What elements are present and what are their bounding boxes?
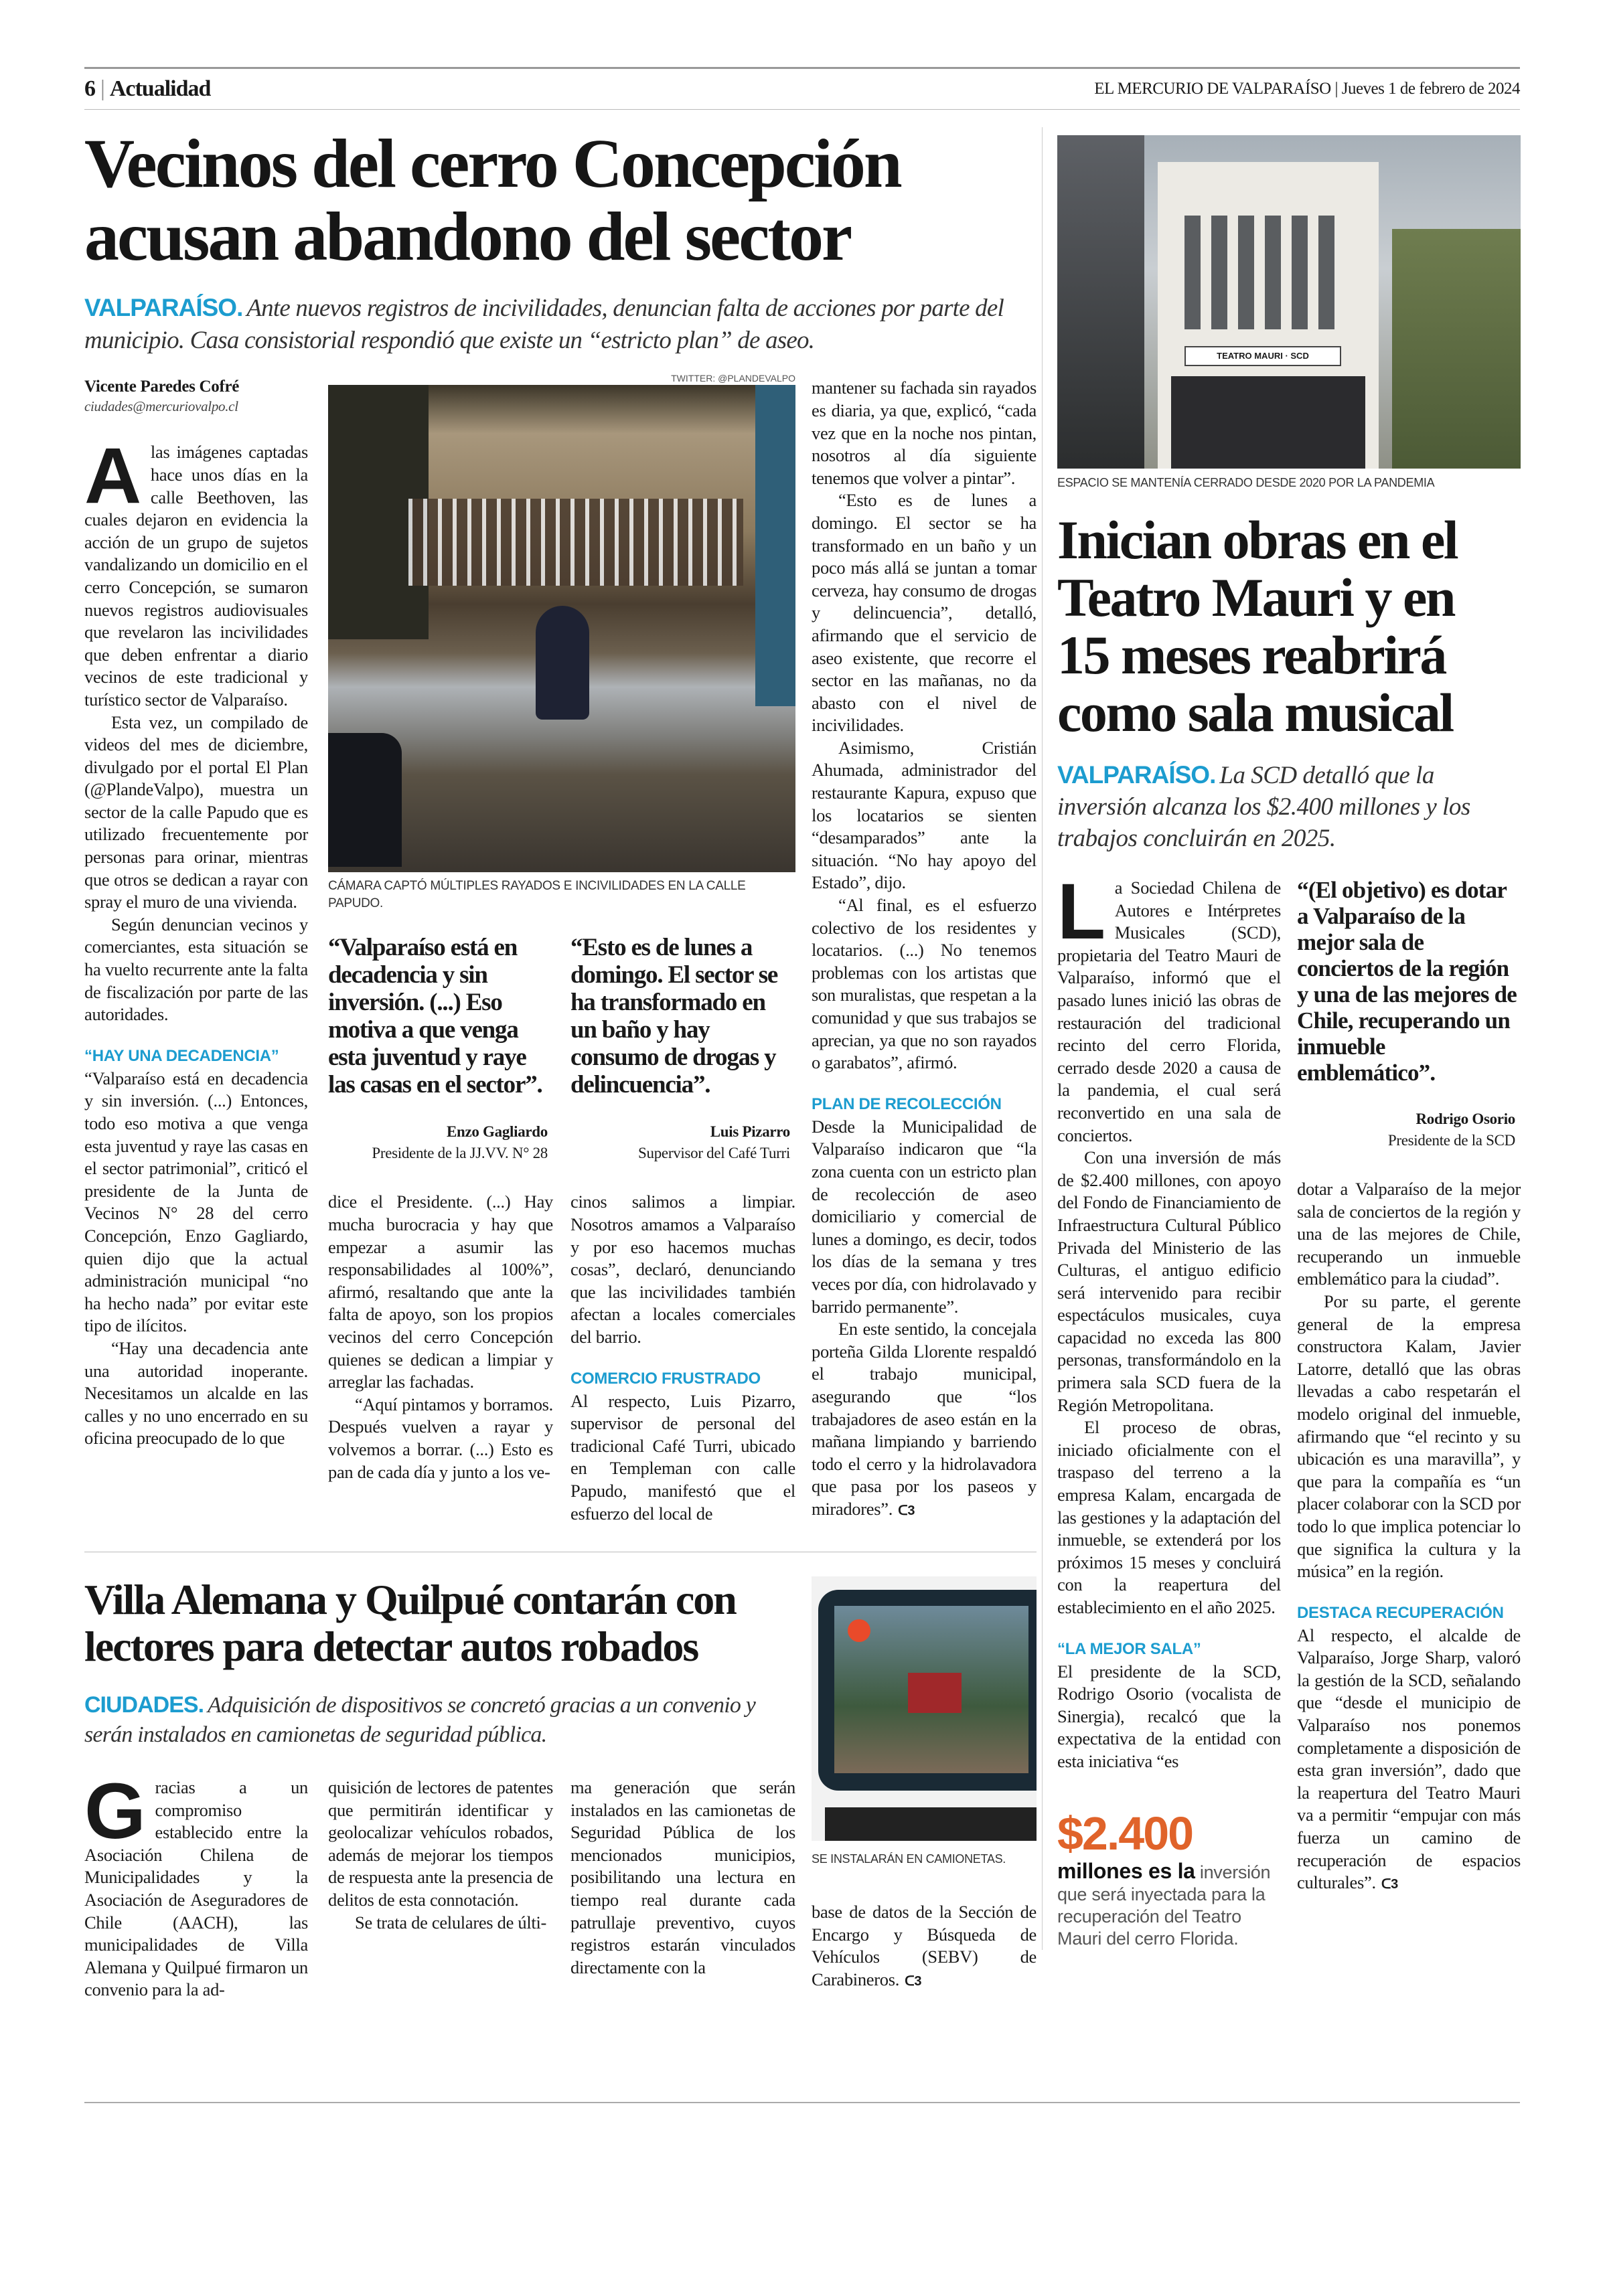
photo-vegetation: [1392, 229, 1521, 469]
phone-screen: [834, 1606, 1028, 1773]
paragraph: “Hay una decadencia ante una autoridad inoperante. Necesitamos un alcalde en las calles y no uno encerrado en su oficina preocupado de lo que: [84, 1337, 308, 1449]
quote-role: Presidente de la SCD: [1387, 1132, 1515, 1149]
quote-role: Supervisor del Café Turri: [638, 1145, 790, 1162]
photo-theater-facade: [1158, 162, 1379, 469]
subheading: “LA MEJOR SALA”: [1057, 1639, 1201, 1658]
paragraph: a Sociedad Chilena de Autores e Intérpretes Musicales (SCD), propietaria del Teatro Mauri de Valparaíso, informó que el pasado lunes inició las obras de restauración del tradicional recinto del cerro Florida, cerrado desde 2020 a causa de la pandemia, el cual será reconvertido en una sala de conciertos.: [1057, 878, 1281, 1145]
dropcap: A: [84, 432, 141, 521]
article1-lead: [84, 292, 1037, 357]
lead-tag: VALPARAÍSO.: [1057, 761, 1216, 789]
headline-line: Vecinos del cerro Concepción: [84, 125, 901, 202]
article1-column-4: [812, 377, 1037, 1522]
article2-headline: [1057, 511, 1521, 742]
section-name: Actualidad: [109, 76, 211, 101]
paragraph: Esta vez, un compilado de videos del mes de diciembre, divulgado por el portal El Plan (@PlandeValpo), muestra un sector de la calle Papudo que es utilizado frecuentemente por personas para orinar, mientras que otros se dedican a rayar con spray el muro de una vivienda.: [84, 712, 308, 912]
paragraph: racias a un compromiso establecido entre la Asociación Chilena de Municipalidades y la Asociación de Aseguradores de Chile (AACH), las municipalidades de Villa Alemana y Quilpué firmaron un convenio para la ad-: [84, 1777, 308, 2000]
article3-column-2: [328, 1777, 553, 1934]
article1-photo-block: [328, 372, 795, 1525]
article3-headline: [84, 1576, 795, 1670]
paragraph: quisición de lectores de patentes que permitirán identificar y geolocalizar vehículos robados, además de mejorar los tiempos de respuesta ante la presencia de delitos de esta connotación.: [328, 1777, 553, 1910]
paragraph: En este sentido, la concejala porteña Gilda Llorente respaldó el trabajo municipal, asegurando que “los trabajadores de aseo están en la mañana limpiando y barriendo todo el cerro y la hidrolavadora que pasa por los paseos y miradores”.: [812, 1319, 1037, 1519]
article3-main: [84, 1576, 795, 2001]
lead-text: La SCD detalló que la inversión alcanza los $2.400 millones y los trabajos concluirán en 2025.: [1057, 762, 1470, 852]
paragraph: cinos salimos a limpiar. Nosotros amamos a Valparaíso y por eso hacemos muchas cosas”, declaró, denunciando que las incivilidades también afectan a locales comerciales del barrio.: [570, 1192, 795, 1347]
subheading: PLAN DE RECOLECCIÓN: [812, 1094, 1002, 1113]
paragraph: “Esto es de lunes a domingo. El sector se ha transformado en un baño y un poco más allá se juntan a tomar cerveza, hay consumo de drogas y delincuencia”, detalló, afirmando que el servicio de aseo existente, que recorre el sector en las mañanas, no da abasto con el nivel de incivilidades.: [812, 490, 1037, 736]
stat-text: inversión que será inyectada para la recuperación del Teatro Mauri del cerro Florida.: [1057, 1862, 1271, 1949]
lead-tag: CIUDADES.: [84, 1692, 204, 1718]
photo-left-building: [1057, 135, 1144, 469]
subheading: “HAY UNA DECADENCIA”: [84, 1046, 279, 1065]
end-mark-icon: ᑕ3: [1381, 1877, 1398, 1892]
article1-body: [84, 372, 1037, 1525]
photo-caption: SE INSTALARÁN EN CAMIONETAS.: [812, 1852, 1006, 1866]
stat-value: $2.400: [1057, 1807, 1193, 1860]
article3-body: [84, 1767, 795, 2001]
lead-text: Ante nuevos registros de incivilidades, denuncian falta de acciones por parte del municipio. Casa consistorial respondió que existe un “estricto plan” de aseo.: [84, 295, 1004, 355]
end-mark-icon: ᑕ3: [898, 1503, 915, 1518]
lead-tag: VALPARAÍSO.: [84, 294, 243, 322]
paragraph: ma generación que serán instalados en las camionetas de Seguridad Pública de los mencionados municipios, posibilitando una lectura en tiempo real durante cada patrullaje preventivo, cuyos registros estarán vinculados directamente con la: [570, 1777, 795, 1977]
paragraph: Al respecto, el alcalde de Valparaíso, Jorge Sharp, valoró la gestión de la SCD, señalando que “desde el municipio de Valparaíso nos ponemos completamente a disposición de esta gran inversión”, dado que la reapertura del Teatro Mauri va a permitir “empujar con más fuerza un camino de recuperación de espacios culturales”.: [1297, 1625, 1521, 1893]
byline-email[interactable]: ciudades@mercuriovalpo.cl: [84, 398, 238, 415]
right-region: [1042, 127, 1521, 1950]
left-region: [84, 127, 1037, 2001]
byline-author: Vicente Paredes Cofré: [84, 378, 240, 396]
quote-role: Presidente de la JJ.VV. N° 28: [372, 1145, 548, 1162]
article1-column-1: [84, 377, 308, 1450]
publication-date: EL MERCURIO DE VALPARAÍSO | Jueves 1 de febrero de 2024: [1094, 80, 1520, 98]
paragraph: dice el Presidente. (...) Hay mucha burocracia y hay que empezar a asumir las responsabilidades al 100%”, afirmó, resaltando que ante la falta de apoyo, son los propios vecinos del cerro Concepción quienes se dedican a limpiar y arreglar las fachadas.: [328, 1192, 553, 1392]
photo-entrance: [1171, 376, 1365, 469]
paragraph: Desde la Municipalidad de Valparaíso indicaron que “la zona cuenta con un estricto plan de recolección de aseo domiciliario y comercial de lunes a domingo, es decir, todos los días de la semana y tres veces por día, con hidrolavado y barrido permanente”.: [812, 1116, 1037, 1317]
headline-line: 15 meses reabrirá: [1057, 625, 1446, 685]
paragraph: “Aquí pintamos y borramos. Después vuelven a rayar y volvemos a borrar. (...) Esto es pan de cada día y junto a los ve-: [328, 1394, 553, 1482]
paragraph: “Valparaíso está en decadencia y sin inversión. (...) Entonces, todo eso motiva a que venga esta juventud y raye las casas en el sector patrimonial”, criticó el presidente de la Junta de Vecinos N° 28 del cerro Concepción, Enzo Gagliardo, quien dijo que la actual administración municipal “no ha hecho nada” por evitar este tipo de ilícitos.: [84, 1068, 308, 1336]
teatro-mauri-photo: [1057, 135, 1521, 469]
headline-line: como sala musical: [1057, 682, 1453, 743]
article1-column-3: [570, 934, 795, 1525]
lead-text: Adquisición de dispositivos se concretó gracias a un convenio y serán instalados en camionetas de seguridad pública.: [84, 1693, 756, 1748]
paragraph: “Al final, es el esfuerzo colectivo de los residentes y locatarios. (...) No tenemos problemas con los artistas que son muralistas, que respetan a la comunidad y que sus trabajos se aprecian, ya que no son rayados o garabatos”, afirmó.: [812, 895, 1037, 1073]
dropcap: G: [84, 1767, 146, 1856]
quote-attribution: [1297, 1109, 1515, 1151]
article3-column-3: [570, 1777, 795, 1979]
article2-column-2: [1297, 877, 1521, 1896]
pull-quote-gagliardo: “Valparaíso está en decadencia y sin inversión. (...) Eso motiva a que venga esta juventud y raye las casas en el sector”.: [328, 934, 542, 1099]
photo-caption: ESPACIO SE MANTENÍA CERRADO DESDE 2020 POR LA PANDEMIA: [1057, 476, 1435, 489]
paragraph: Por su parte, el gerente general de la empresa constructora Kalam, Javier Latorre, detalló que las obras llevadas a cabo respetarán el modelo original del inmueble, afirmando que “el recinto y su ubicación es una maravilla”, y que para la compañía es “un placer colaborar con la SCD por todo lo que implica potenciar lo que significa la cultura y la música” en la región.: [1297, 1291, 1521, 1582]
paragraph: base de datos de la Sección de Encargo y Búsqueda de Vehículos (SEBV) de Carabineros.: [812, 1902, 1037, 1989]
dropcap: L: [1057, 868, 1105, 956]
page-section-label: 6 | Actualidad: [84, 76, 211, 101]
app-icon: [848, 1619, 870, 1642]
page-header: [84, 67, 1520, 110]
pull-quote-pizarro: “Esto es de lunes a domingo. El sector se ha transformado en un baño y hay consumo de drogas y delincuencia”.: [570, 934, 778, 1099]
stat-bold-text: millones es la: [1057, 1858, 1195, 1883]
quote-author: Rodrigo Osorio: [1415, 1111, 1515, 1127]
quote-attribution: [328, 1121, 548, 1164]
article1-photo: [328, 385, 795, 872]
paragraph: mantener su fachada sin rayados es diaria, ya que, explicó, “cada vez que en la noche nos pintan, nosotros al día siguiente tenemos que volver a pintar”.: [812, 378, 1037, 488]
paragraph: El presidente de la SCD, Rodrigo Osorio (vocalista de Sinergia), recalcó que la expectativa de la entidad con esta iniciativa “es: [1057, 1661, 1281, 1771]
article2-column-1: [1057, 868, 1281, 1950]
footer-rule: [84, 2102, 1520, 2103]
headline-line: Villa Alemana y Quilpué contarán con: [84, 1576, 736, 1624]
theater-sign: TEATRO MAURI · SCD: [1184, 346, 1341, 366]
photo-vehicle: [908, 1673, 962, 1713]
paragraph: El proceso de obras, iniciado oficialmente con el traspaso del terreno a la empresa Kalam, encargada de las gestiones y la adaptación del inmueble, se extenderá por los próximos 15 meses y concluirá con la reapertura del establecimiento en el año 2025.: [1057, 1417, 1281, 1617]
article1-column-2: [328, 934, 553, 1483]
article3: [84, 1576, 1037, 2001]
paragraph: Con una inversión de más de $2.400 millones, con apoyo del Fondo de Financiamiento de Infraestructura Cultural Público Privada del Ministerio de las Culturas, el antiguo edificio será intervenido para recibir espectáculos musicales, cuya capacidad no exceda las 800 personas, transformándolo en la primera sala SCD fuera de la Región Metropolitana.: [1057, 1147, 1281, 1415]
article3-column-1: [84, 1767, 308, 2001]
quote-attribution: [570, 1121, 790, 1164]
paragraph: Según denuncian vecinos y comerciantes, esta situación se ha vuelto recurrente ante la falta de fiscalización por parte de las autoridades.: [84, 914, 308, 1025]
headline-line: acusan abandono del sector: [84, 198, 851, 276]
article3-lead: [84, 1690, 795, 1750]
pull-quote-osorio: “(El objetivo) es dotar a Valparaíso de la mejor sala de conciertos de la región y una de las mejores de Chile, recuperando un inmueble emblemático”.: [1297, 877, 1517, 1086]
page-number: 6: [84, 76, 95, 101]
subheading: COMERCIO FRUSTRADO: [570, 1369, 761, 1388]
photo-person: [536, 606, 589, 720]
photo-windows: [1184, 216, 1338, 329]
paragraph: las imágenes captadas hace unos días en la calle Beethoven, las cuales dejaron en evidencia la acción de un grupo de sujetos vandalizando un domicilio en el cerro Concepción, se sumaron nuevos registros audiovisuales que revelaron las incivilidades que deben enfrentar a diario vecinos de este tradicional y turístico sector de Valparaíso.: [84, 442, 308, 710]
photo-railing: [408, 499, 743, 586]
headline-line: Teatro Mauri y en: [1057, 567, 1454, 628]
article2-body: [1057, 868, 1521, 1950]
quote-author: Enzo Gagliardo: [446, 1123, 548, 1141]
quote-author: Luis Pizarro: [710, 1123, 790, 1141]
stat-description: [1057, 1860, 1281, 1950]
article1-quote-columns: [328, 934, 795, 1525]
article2-lead: [1057, 759, 1521, 854]
photo-caption: CÁMARA CAPTÓ MÚLTIPLES RAYADOS E INCIVILIDADES EN LA CALLE PAPUDO.: [328, 879, 746, 911]
paragraph: dotar a Valparaíso de la mejor sala de conciertos de la región y una de las mejores de Chile, recuperando un inmueble emblemático para la ciudad”.: [1297, 1179, 1521, 1289]
headline-line: Inician obras en el: [1057, 509, 1458, 570]
paragraph: Al respecto, Luis Pizarro, supervisor de personal del tradicional Café Turri, ubicado en Templeman con calle Papudo, manifestó que el esfuerzo del local de: [570, 1390, 795, 1524]
photo-blue-door: [755, 385, 795, 706]
end-mark-icon: ᑕ3: [905, 1973, 922, 1989]
photo-car: [328, 733, 402, 867]
headline-line: lectores para detectar autos robados: [84, 1623, 698, 1671]
paragraph: Se trata de celulares de últi-: [355, 1912, 547, 1933]
article3-column-4: [812, 1576, 1037, 1993]
page-main: [84, 127, 1520, 2001]
article1-headline: [84, 125, 1037, 276]
paragraph: Asimismo, Cristián Ahumada, administrador del restaurante Kapura, expuso que los locatarios se sienten “desamparados” ante la situación. “No hay apoyo del Estado”, dijo.: [812, 737, 1037, 893]
subheading: DESTACA RECUPERACIÓN: [1297, 1603, 1504, 1622]
photo-credit: TWITTER: @PLANDEVALPO: [671, 373, 795, 384]
phone-device: [818, 1590, 1037, 1791]
phone-holder: [825, 1807, 1037, 1841]
license-reader-photo: [812, 1576, 1037, 1841]
stat-box: [1057, 1807, 1281, 1950]
